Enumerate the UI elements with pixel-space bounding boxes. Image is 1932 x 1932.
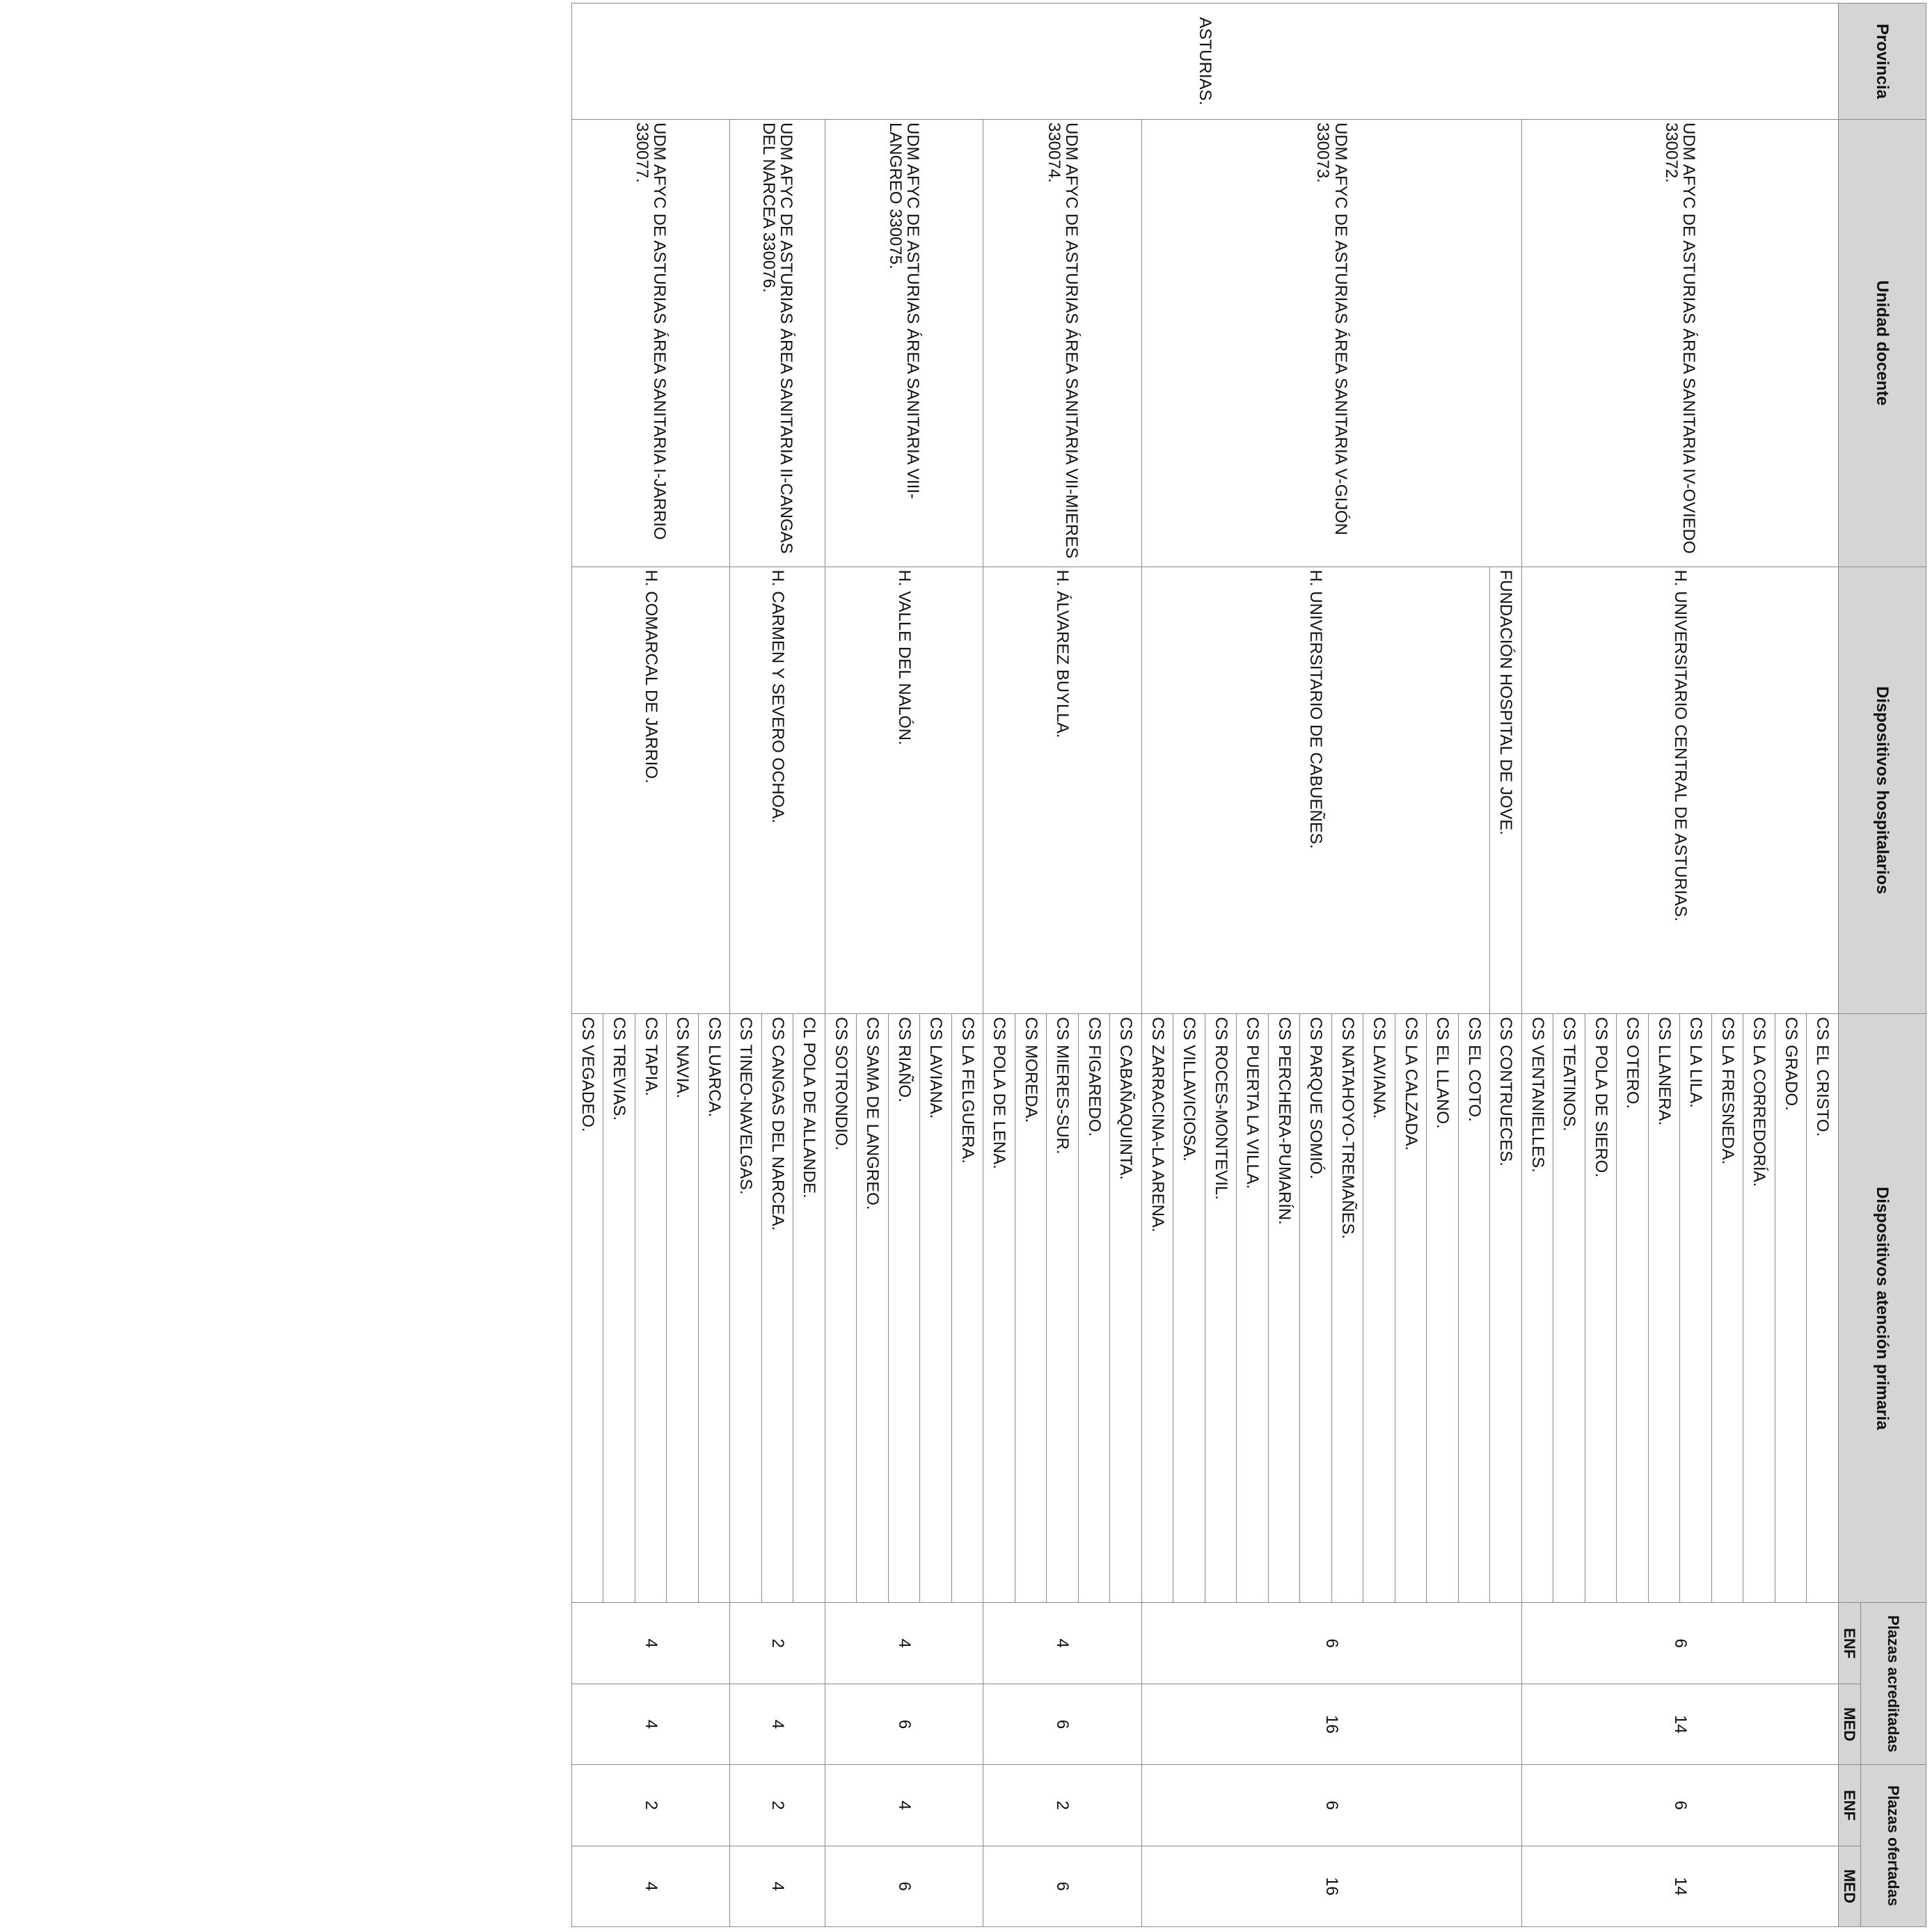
- unidad-docente-cell: UDM AFYC DE ASTURIAS ÁREA SANITARIA VII-MIERES 330074.: [983, 119, 1142, 567]
- centro-salud-cell: CS TEATINOS.: [1553, 1014, 1585, 1603]
- hospital-cell: H. VALLE DEL NALÓN.: [825, 567, 984, 1014]
- plazas-of-med-cell: 6: [825, 1846, 984, 1926]
- centro-salud-cell: CS PARQUE SOMIÓ.: [1300, 1014, 1332, 1603]
- plazas-acr-enf-cell: 4: [572, 1603, 731, 1684]
- plazas-acr-med-cell: 4: [730, 1684, 825, 1764]
- table-row: [952, 3, 984, 1927]
- centro-salud-cell: CS ROCES-MONTEVIL.: [1205, 1014, 1237, 1603]
- table-row: [793, 3, 825, 1927]
- centro-salud-cell: CS LA CORREDORÍA.: [1743, 1014, 1775, 1603]
- centro-salud-cell: CS LUARCA.: [699, 1014, 731, 1603]
- plazas-of-med-cell: 4: [572, 1846, 731, 1926]
- table-row: [1807, 3, 1839, 1927]
- plazas-acr-enf-cell: 6: [1522, 1603, 1839, 1684]
- centro-salud-cell: CS NAVIA.: [667, 1014, 699, 1603]
- plazas-acr-med-cell: 4: [572, 1684, 731, 1764]
- plazas-of-enf-cell: 4: [825, 1765, 984, 1846]
- hospital-cell: H. COMARCAL DE JARRIO.: [572, 567, 731, 1014]
- header-dispositivos-atencion-primaria: Dispositivos atención primaria: [1839, 1014, 1926, 1603]
- centro-salud-cell: CS PERCHERA-PUMARÍN.: [1269, 1014, 1301, 1603]
- centro-salud-cell: CS RIAÑO.: [889, 1014, 921, 1603]
- centro-salud-cell: CS CABAÑAQUINTA.: [1110, 1014, 1142, 1603]
- unidad-docente-cell: UDM AFYC DE ASTURIAS ÁREA SANITARIA IV-OVIEDO 330072.: [1522, 119, 1839, 567]
- plazas-acr-enf-cell: 2: [730, 1603, 825, 1684]
- centro-salud-cell: CS CONTRUECES.: [1490, 1014, 1522, 1603]
- table-row: [1110, 3, 1142, 1927]
- centro-salud-cell: CS POLA DE LENA.: [983, 1014, 1015, 1603]
- hospital-cell: H. UNIVERSITARIO DE CABUEÑES.: [1142, 567, 1491, 1014]
- plazas-acr-enf-cell: 4: [825, 1603, 984, 1684]
- header-ofertadas-med: MED: [1839, 1846, 1861, 1926]
- centro-salud-cell: CS MIERES-SUR.: [1047, 1014, 1079, 1603]
- header-plazas-acreditadas: Plazas acreditadas: [1861, 1603, 1926, 1765]
- centro-salud-cell: CS LA CALZADA.: [1395, 1014, 1427, 1603]
- centro-salud-cell: CS NATAHOYO-TREMAÑES.: [1332, 1014, 1364, 1603]
- centro-salud-cell: CS TAPIA.: [635, 1014, 667, 1603]
- centro-salud-cell: CL POLA DE ALLANDE.: [793, 1014, 825, 1603]
- centro-salud-cell: CS VILLAVICIOSA.: [1173, 1014, 1205, 1603]
- header-acreditadas-med: MED: [1839, 1684, 1861, 1764]
- centro-salud-cell: CS LA FRESNEDA.: [1712, 1014, 1744, 1603]
- centro-salud-cell: CS LAVIANA.: [1363, 1014, 1395, 1603]
- plazas-of-med-cell: 4: [730, 1846, 825, 1926]
- header-plazas-ofertadas: Plazas ofertadas: [1861, 1765, 1926, 1927]
- centro-salud-cell: CS SOTRONDIO.: [825, 1014, 857, 1603]
- header-dispositivos-hospitalarios: Dispositivos hospitalarios: [1839, 567, 1926, 1014]
- centro-salud-cell: CS EL COTO.: [1459, 1014, 1491, 1603]
- table-row: [699, 3, 731, 1927]
- centro-salud-cell: CS LA FELGUERA.: [952, 1014, 984, 1603]
- hospital-cell: H. UNIVERSITARIO CENTRAL DE ASTURIAS.: [1522, 567, 1839, 1014]
- plazas-of-enf-cell: 2: [730, 1765, 825, 1846]
- plazas-acr-med-cell: 6: [983, 1684, 1142, 1764]
- unidad-docente-cell: UDM AFYC DE ASTURIAS ÁREA SANITARIA V-GIJÓN 330073.: [1142, 119, 1522, 567]
- centro-salud-cell: CS LAVIANA.: [920, 1014, 952, 1603]
- plazas-acr-med-cell: 16: [1142, 1684, 1522, 1764]
- centro-salud-cell: CS POLA DE SIERO.: [1585, 1014, 1617, 1603]
- centro-salud-cell: CS EL CRISTO.: [1807, 1014, 1839, 1603]
- centro-salud-cell: CS VENTANIELLES.: [1522, 1014, 1554, 1603]
- plazas-table: [571, 3, 1926, 1927]
- centro-salud-cell: CS MOREDA.: [1015, 1014, 1047, 1603]
- centro-salud-cell: CS ZARRACINA-LA ARENA.: [1142, 1014, 1174, 1603]
- rotated-page: [457, 0, 1932, 1932]
- hospital-cell: FUNDACIÓN HOSPITAL DE JOVE.: [1490, 567, 1522, 1014]
- header-provincia: Provincia: [1839, 3, 1926, 120]
- plazas-acr-med-cell: 6: [825, 1684, 984, 1764]
- plazas-acr-enf-cell: 6: [1142, 1603, 1522, 1684]
- unidad-docente-cell: UDM AFYC DE ASTURIAS ÁREA SANITARIA I-JARRIO 330077.: [572, 119, 731, 567]
- centro-salud-cell: CS EL LLANO.: [1427, 1014, 1459, 1603]
- centro-salud-cell: CS TREVIAS.: [603, 1014, 635, 1603]
- centro-salud-cell: CS LLANERA.: [1649, 1014, 1681, 1603]
- centro-salud-cell: CS PUERTA LA VILLA.: [1237, 1014, 1269, 1603]
- hospital-cell: H. ÁLVAREZ BUYLLA.: [983, 567, 1142, 1014]
- header-ofertadas-enf: ENF: [1839, 1765, 1861, 1846]
- centro-salud-cell: CS GRADO.: [1775, 1014, 1807, 1603]
- centro-salud-cell: CS TINEO-NAVELGAS.: [730, 1014, 762, 1603]
- centro-salud-cell: CS FIGAREDO.: [1079, 1014, 1111, 1603]
- plazas-of-enf-cell: 2: [572, 1765, 731, 1846]
- centro-salud-cell: CS OTERO.: [1617, 1014, 1649, 1603]
- plazas-acr-med-cell: 14: [1522, 1684, 1839, 1764]
- plazas-of-enf-cell: 6: [1142, 1765, 1522, 1846]
- centro-salud-cell: CS LA LILA.: [1680, 1014, 1712, 1603]
- provincia-cell: ASTURIAS.: [572, 3, 1839, 120]
- plazas-of-enf-cell: 2: [983, 1765, 1142, 1846]
- hospital-cell: H. CARMEN Y SEVERO OCHOA.: [730, 567, 825, 1014]
- unidad-docente-cell: UDM AFYC DE ASTURIAS ÁREA SANITARIA VIII-LANGREO 330075.: [825, 119, 984, 567]
- plazas-acr-enf-cell: 4: [983, 1603, 1142, 1684]
- plazas-of-enf-cell: 6: [1522, 1765, 1839, 1846]
- header-acreditadas-enf: ENF: [1839, 1603, 1861, 1684]
- unidad-docente-cell: UDM AFYC DE ASTURIAS ÁREA SANITARIA II-CANGAS DEL NARCEA 330076.: [730, 119, 825, 567]
- centro-salud-cell: CS CANGAS DEL NARCEA.: [762, 1014, 794, 1603]
- centro-salud-cell: CS VEGADEO.: [572, 1014, 604, 1603]
- centro-salud-cell: CS SAMA DE LANGREO.: [857, 1014, 889, 1603]
- table-row: [1490, 3, 1522, 1927]
- plazas-of-med-cell: 14: [1522, 1846, 1839, 1926]
- plazas-of-med-cell: 16: [1142, 1846, 1522, 1926]
- header-unidad-docente: Unidad docente: [1839, 119, 1926, 567]
- plazas-of-med-cell: 6: [983, 1846, 1142, 1926]
- table-body: [572, 3, 1839, 1927]
